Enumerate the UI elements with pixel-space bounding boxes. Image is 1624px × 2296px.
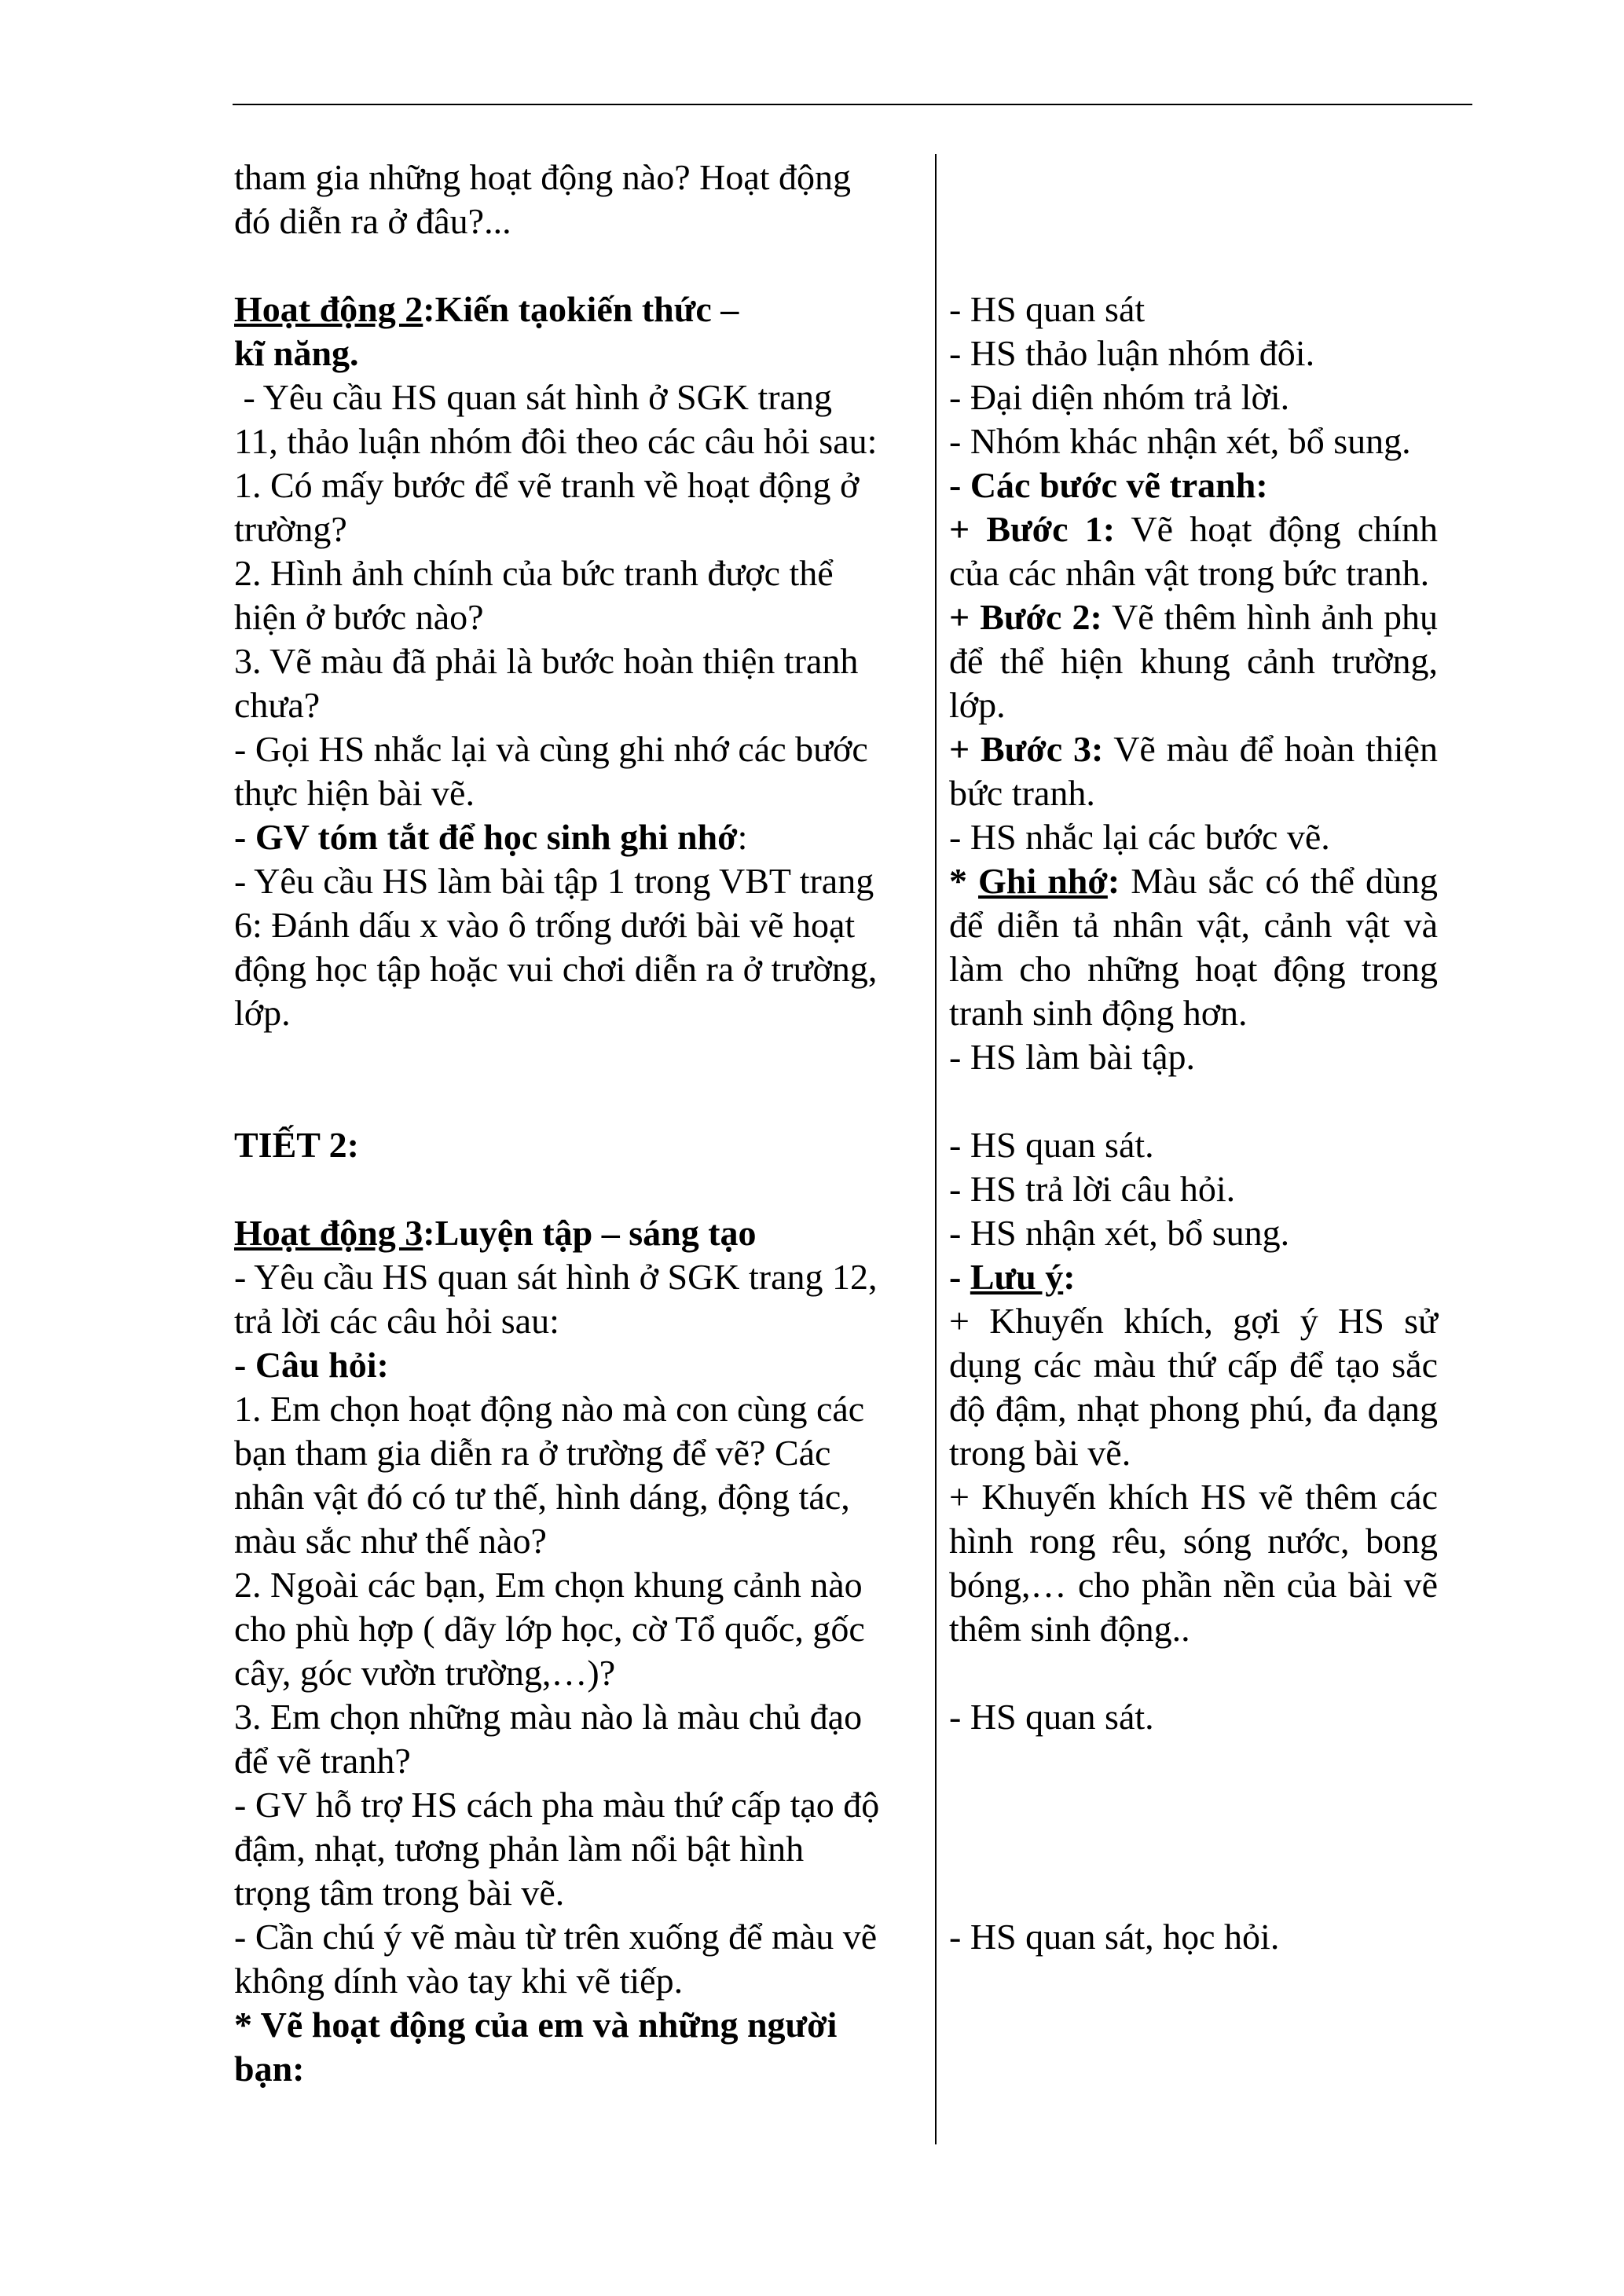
activity-2-label: Hoạt động 2 [234,289,423,329]
student-response: - HS quan sát. [949,1125,1154,1165]
student-activities-column [949,156,1438,1959]
column-divider [935,154,937,2144]
coloring-note: - Cần chú ý vẽ màu từ trên xuống để màu vẽ [234,1917,878,1957]
remember-note: * Ghi nhớ: Màu sắc có thể dùng để diễn tả nhân vật, cảnh vật và làm cho những hoạt động trong tranh sinh động hơn. [949,861,1438,1033]
drawing-steps-heading: - Các bước vẽ tranh: [949,465,1268,505]
practice-question-2: cho phù hợp ( dãy lớp học, cờ Tổ quốc, gốc [234,1609,865,1649]
question-3: 3. Vẽ màu đã phải là bước hoàn thiện tranh [234,641,859,681]
period-2-heading: TIẾT 2: [234,1125,359,1165]
student-response: - HS nhắc lại các bước vẽ. [949,817,1330,857]
step-2: + Bước 2: Vẽ thêm hình ảnh phụ để thể hiện khung cảnh trường, lớp. [949,597,1438,725]
header-rule [233,104,1472,105]
activity-2-text: - Yêu cầu HS quan sát hình ở SGK trang [234,377,833,417]
exercise-instruction: lớp. [234,993,291,1033]
question-2: 2. Hình ảnh chính của bức tranh được thể [234,553,834,593]
intro-line: tham gia những hoạt động nào? Hoạt động [234,157,852,197]
exercise-instruction: 6: Đánh dấu x vào ô trống dưới bài vẽ hoạt [234,905,856,945]
exercise-instruction: động học tập hoặc vui chơi diễn ra ở trường, [234,949,878,989]
activity-3-heading [234,1211,919,1255]
gv-support: - GV hỗ trợ HS cách pha màu thứ cấp tạo độ [234,1785,880,1825]
activity-2-title: :Kiến tạokiến thức – [423,289,739,329]
activity-2-heading-cont: kĩ năng. [234,333,359,373]
student-response: - Nhóm khác nhận xét, bổ sung. [949,421,1411,461]
question-2: hiện ở bước nào? [234,597,484,637]
step-1: + Bước 1: Vẽ hoạt động chính của các nhân vật trong bức tranh. [949,509,1438,593]
student-response: - HS thảo luận nhóm đôi. [949,333,1315,373]
tip-2: + Khuyến khích HS vẽ thêm các hình rong rêu, sóng nước, bong bóng,… cho phần nền của bài vẽ thêm sinh động.. [949,1477,1438,1649]
practice-question-1: 1. Em chọn hoạt động nào mà con cùng các [234,1389,865,1429]
teacher-activities-column [234,156,919,2091]
activity-3-text: - Yêu cầu HS quan sát hình ở SGK trang 12, [234,1257,878,1297]
practice-question-3: để vẽ tranh? [234,1741,411,1781]
exercise-instruction: - Yêu cầu HS làm bài tập 1 trong VBT trang [234,861,874,901]
tip-1: + Khuyến khích, gợi ý HS sử dụng các màu thứ cấp để tạo sắc độ đậm, nhạt phong phú, đa dạng trong bài vẽ. [949,1301,1438,1473]
practice-question-3: 3. Em chọn những màu nào là màu chủ đạo [234,1697,863,1737]
question-3: chưa? [234,685,321,725]
note-heading: - Lưu ý: [949,1257,1076,1297]
practice-question-1: nhân vật đó có tư thế, hình dáng, động tác, [234,1477,850,1517]
activity-3-title: :Luyện tập – sáng tạo [423,1213,757,1253]
draw-heading: bạn: [234,2049,305,2089]
student-response: - HS nhận xét, bổ sung. [949,1213,1290,1253]
student-response: - HS làm bài tập. [949,1037,1195,1077]
recall-instruction: thực hiện bài vẽ. [234,773,475,813]
student-response: - HS trả lời câu hỏi. [949,1169,1236,1209]
activity-2-heading [234,287,919,331]
activity-3-text: trả lời các câu hỏi sau: [234,1301,559,1341]
step-3: + Bước 3: Vẽ màu để hoàn thiện bức tranh. [949,729,1438,813]
recall-instruction: - Gọi HS nhắc lại và cùng ghi nhớ các bước [234,729,868,769]
activity-2-text: 11, thảo luận nhóm đôi theo các câu hỏi sau: [234,421,878,461]
gv-summary: - GV tóm tắt để học sinh ghi nhớ: [234,817,748,857]
gv-support: trọng tâm trong bài vẽ. [234,1873,565,1913]
practice-question-1: bạn tham gia diễn ra ở trường để vẽ? Các [234,1433,831,1473]
draw-heading: * Vẽ hoạt động của em và những người [234,2005,838,2045]
student-response: - HS quan sát, học hỏi. [949,1917,1280,1957]
coloring-note: không dính vào tay khi vẽ tiếp. [234,1961,684,2001]
question-1: 1. Có mấy bước để vẽ tranh về hoạt động ở [234,465,860,505]
gv-support: đậm, nhạt, tương phản làm nổi bật hình [234,1829,805,1869]
practice-question-1: màu sắc như thế nào? [234,1521,547,1561]
student-response: - HS quan sát [949,289,1146,329]
questions-heading: - Câu hỏi: [234,1345,389,1385]
student-response: - HS quan sát. [949,1697,1154,1737]
practice-question-2: 2. Ngoài các bạn, Em chọn khung cảnh nào [234,1565,863,1605]
intro-line: đó diễn ra ở đâu?... [234,201,511,241]
student-response: - Đại diện nhóm trả lời. [949,377,1290,417]
activity-3-label: Hoạt động 3 [234,1213,423,1253]
question-1: trường? [234,509,347,549]
practice-question-2: cây, góc vườn trường,…)? [234,1653,616,1693]
